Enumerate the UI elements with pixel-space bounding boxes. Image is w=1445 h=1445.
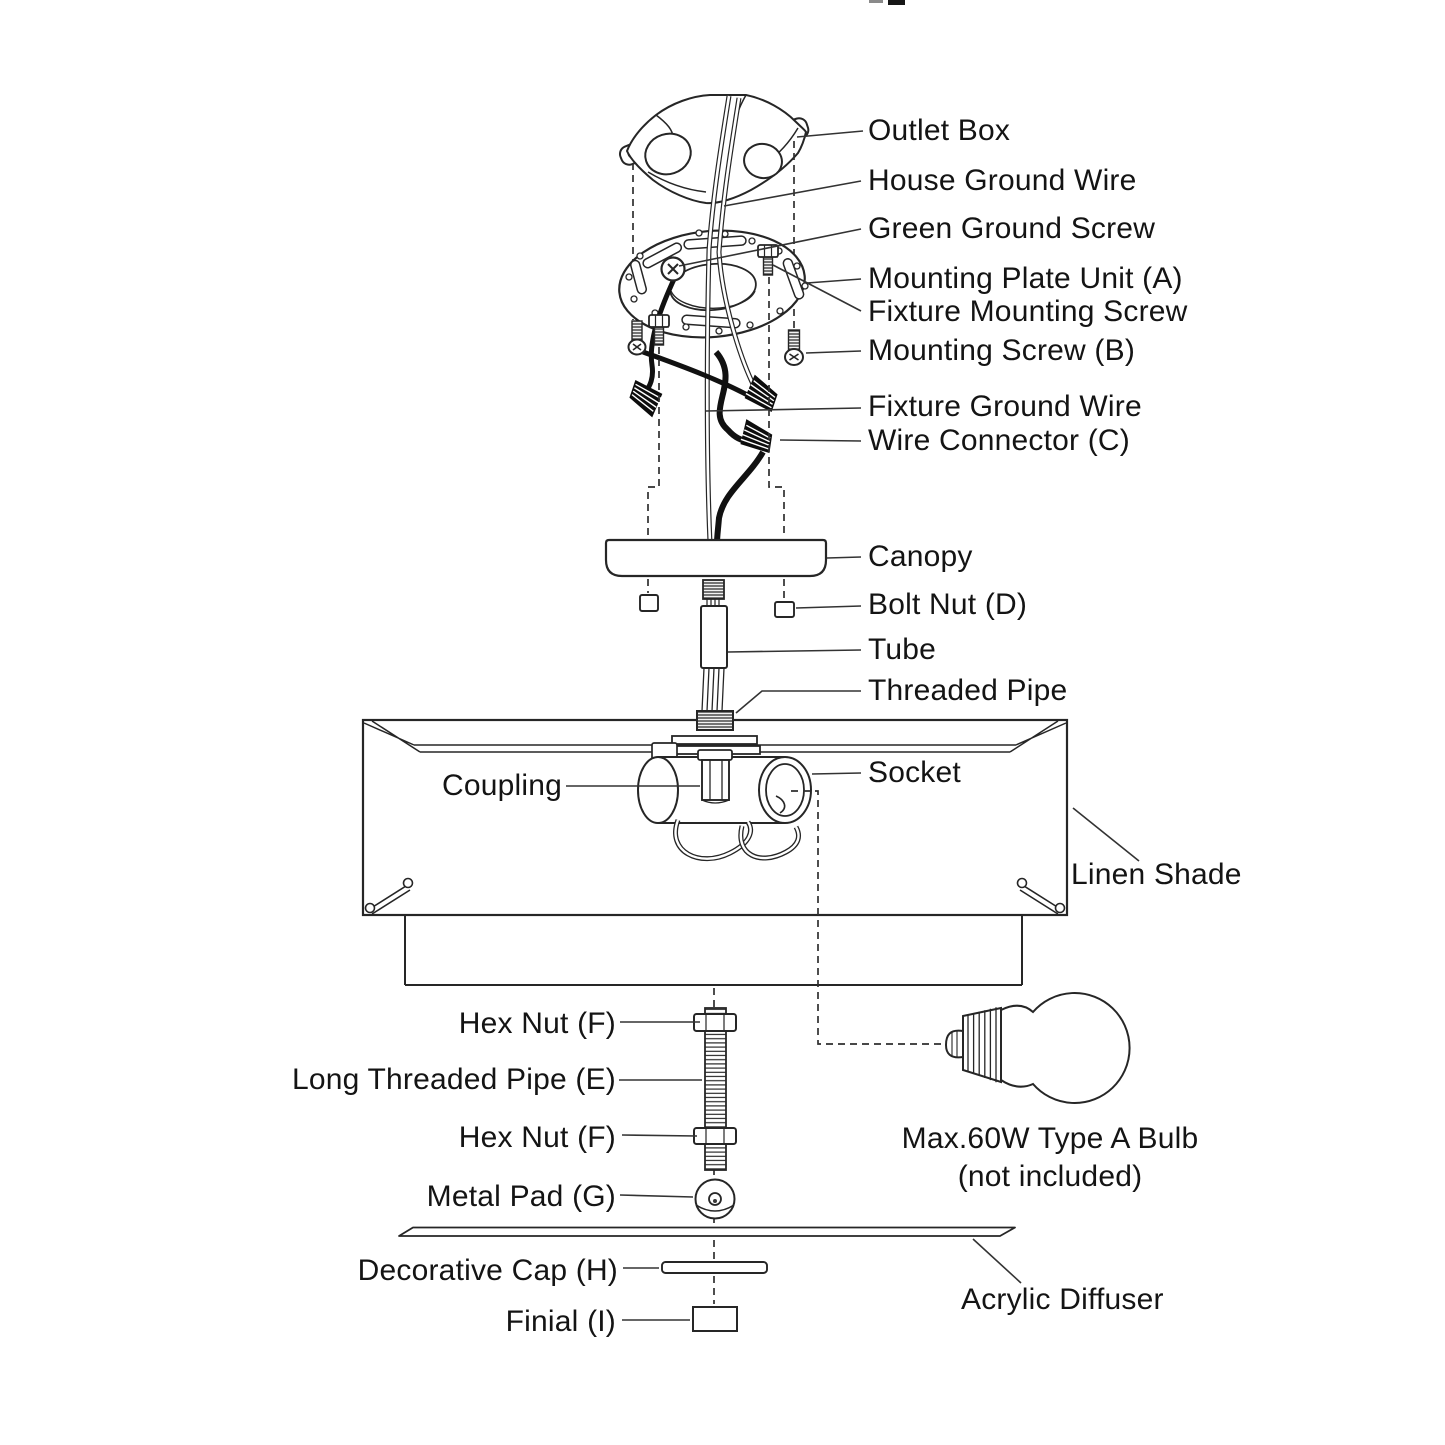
tube-drawing <box>701 606 727 711</box>
threaded-pipe-drawing <box>697 711 733 730</box>
label-mounting-plate: Mounting Plate Unit (A) <box>868 262 1183 295</box>
canopy-drawing <box>606 540 826 576</box>
canopy-nipple <box>703 580 724 606</box>
label-mounting-screw: Mounting Screw (B) <box>868 334 1136 367</box>
label-hex-nut-bottom: Hex Nut (F) <box>458 1121 616 1154</box>
label-decorative-cap: Decorative Cap (H) <box>357 1254 618 1287</box>
wire-connector-right <box>741 375 783 414</box>
label-tube: Tube <box>868 633 937 666</box>
label-bulb-note-line2: (not included) <box>957 1160 1143 1193</box>
label-green-ground-screw: Green Ground Screw <box>868 212 1156 245</box>
green-ground-screw-drawing <box>662 258 685 281</box>
long-threaded-pipe-drawing <box>705 1008 726 1170</box>
label-socket: Socket <box>868 756 961 789</box>
label-canopy: Canopy <box>868 540 973 573</box>
label-wire-connector: Wire Connector (C) <box>868 424 1130 457</box>
label-bulb-note-line1: Max.60W Type A Bulb <box>901 1122 1199 1155</box>
label-fixture-mounting-screw: Fixture Mounting Screw <box>868 295 1188 328</box>
label-house-ground-wire: House Ground Wire <box>868 164 1137 197</box>
label-finial: Finial (I) <box>505 1305 616 1338</box>
finial-drawing <box>693 1307 737 1331</box>
acrylic-diffuser-drawing <box>399 1228 1015 1237</box>
label-coupling: Coupling <box>441 769 562 802</box>
label-bolt-nut: Bolt Nut (D) <box>868 588 1028 621</box>
shade-lower-drum <box>405 915 1022 985</box>
label-acrylic-diffuser: Acrylic Diffuser <box>961 1283 1164 1316</box>
top-edge-artifact <box>869 0 905 5</box>
hex-nut-bottom-drawing <box>694 1128 736 1144</box>
label-threaded-pipe: Threaded Pipe <box>868 674 1068 707</box>
bolt-nut-right <box>775 602 794 617</box>
hex-nut-top-drawing <box>694 1014 736 1031</box>
metal-pad-drawing <box>696 1180 735 1219</box>
bolt-nut-left <box>640 595 658 611</box>
bulb-drawing <box>946 993 1130 1103</box>
mounting-screw-b-right <box>785 330 803 365</box>
label-metal-pad: Metal Pad (G) <box>426 1180 616 1213</box>
label-fixture-ground-wire: Fixture Ground Wire <box>868 390 1142 423</box>
wire-connector-lower <box>737 420 778 456</box>
mounting-screw-b-left <box>629 321 646 355</box>
label-linen-shade: Linen Shade <box>1071 858 1242 891</box>
decorative-cap-drawing <box>662 1262 767 1273</box>
label-long-threaded-pipe: Long Threaded Pipe (E) <box>291 1063 616 1096</box>
label-outlet-box: Outlet Box <box>868 114 1011 147</box>
label-hex-nut-top: Hex Nut (F) <box>458 1007 616 1040</box>
